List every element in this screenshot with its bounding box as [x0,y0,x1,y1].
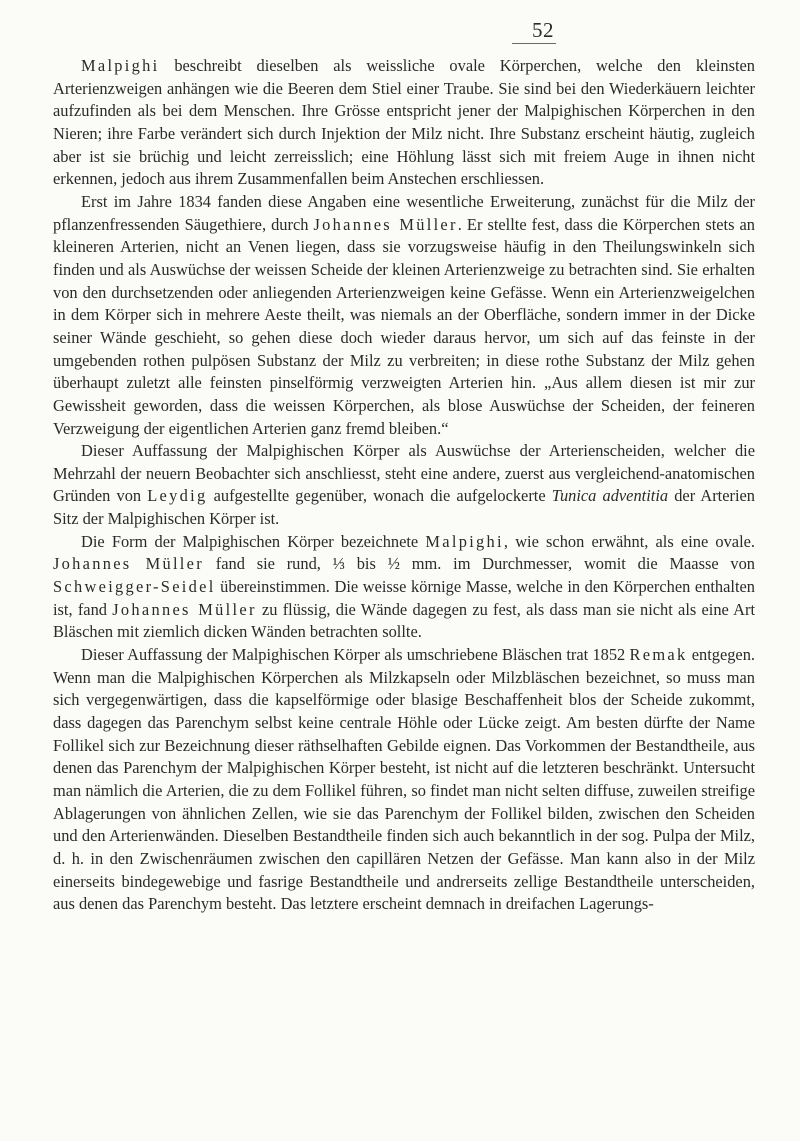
author-name: Malpighi [425,531,504,551]
text-run: entgegen. Wenn man die Malpighischen Körperchen als Milzkapseln oder Milzbläschen bezeichnet, so muss man sich vergegenwärtigen, dass die kapselförmige oder blasige Beschaffenheit blos der Scheide zukommt, dass dagegen das Parenchym selbst keine centrale Höhle oder Lücke zeigt. Am besten dürfte der Name Follikel sich zur Bezeichnung dieser räthselhaften Gebilde eignen. Das Vorkommen der Bestandtheile, aus denen das Parenchym der Malpighischen Körper besteht, ist nicht auf die letzteren beschränkt. Untersucht man nämlich die Arterien, die zu dem Follikel führen, so findet man nicht selten diffuse, zuweilen streifige Ablagerungen von ähnlichen Zellen, wie sie das Parenchym der Follikel bilden, zwischen den Scheiden und den Arterienwänden. Dieselben Bestandtheile finden sich auch bekanntlich in der sog. Pulpa der Milz, d. h. in den Zwischenräumen zwischen den capillären Netzen der Gefässe. Man kann also in der Milz einerseits bindegewebige und fasrige Bestandtheile und andrerseits zellige Bestandtheile unterscheiden, aus denen das Parenchym besteht. Das letztere erscheint demnach in dreifachen Lagerungs- [53,645,755,914]
text-run: zu flüssig, die Wände dagegen zu fest, als dass man sie nicht als eine Art Bläschen mit ziemlich dicken Wänden betrachten sollte. [53,599,756,642]
paragraph-2 [53,191,755,440]
text-run: Dieser Auffassung der Malpighischen Körper als Auswüchse der Arterienscheiden, welcher die Mehrzahl der neuern Beobachter sich anschliesst, steht eine andere, zuerst aus vergleichend-anatomischen Gründen von [53,441,755,506]
paragraph-1 [53,55,755,191]
author-name: Malpighi [81,56,160,75]
page-number: 52 [532,18,554,42]
italic-term: Tunica adventitia [551,486,669,506]
paragraph-3 [53,440,755,531]
author-name: Schweigger-Seidel [53,577,216,597]
author-name: Johannes Müller [313,214,458,234]
text-run: übereinstimmen. Die weisse körnige Masse, welche in den Körperchen enthalten ist, fand [53,577,755,619]
text-run: Die Form der Malpighischen Körper bezeichnete [81,531,426,551]
author-name: Leydig [147,486,208,506]
author-name: Johannes Müller [112,599,257,619]
paragraph-4 [53,531,755,644]
author-name: Remak [629,645,688,665]
text-run: Erst im Jahre 1834 fanden diese Angaben eine wesentliche Erweiterung, zunächst für die Milz der pflanzenfressenden Säugethiere, durch [53,191,755,234]
text-run: Dieser Auffassung der Malpighischen Körper als umschriebene Bläschen trat 1852 [81,645,630,665]
text-run: aufgestellte gegenüber, wonach die aufgelockerte [207,486,552,506]
body-text [53,55,755,916]
text-run: der Arterien Sitz der Malpighischen Körper ist. [53,486,755,529]
text-run: , wie schon erwähnt, als eine ovale. [503,531,755,551]
paragraph-5 [53,644,755,916]
text-run: fand sie rund, ⅓ bis ½ mm. im Durchmesser, womit die Maasse von [204,554,755,574]
author-name: Johannes Müller [53,554,204,574]
page-number-rule [512,43,556,44]
text-run: beschreibt dieselben als weissliche ovale Körperchen, welche den kleinsten Arterienzweigen anhängen wie die Beeren dem Stiel einer Traube. Sie sind bei den Wiederkäuern leichter aufzufinden als bei dem Menschen. Ihre Grösse entspricht jener der Malpighischen Körperchen in den Nieren; ihre Farbe verändert sich durch Injektion der Milz nicht. Ihre Substanz erscheint häutig, zugleich aber ist sie brüchig und leicht zerreisslich; eine Höhlung lässt sich mit freiem Auge in ihnen nicht erkennen, jedoch aus ihrem Zusammenfallen beim Anstechen erschliessen. [53,56,755,189]
text-run: . Er stellte fest, dass die Körperchen stets an kleineren Arterien, nicht an Venen liegen, dass sie vorzugsweise häufig in den Theilungswinkeln sich finden und als Auswüchse der weissen Scheide der kleinen Arterienzweige zu betrachten sind. Sie erhalten von den durchsetzenden oder anliegenden Arterienzweigen keine Gefässe. Wenn ein Arterienzweigelchen in dem Körper sich in mehrere Aeste theilt, was niemals an der Oberfläche, sondern immer in der Dicke seiner Wände geschieht, so gehen diese doch wieder daraus hervor, um sich auf das feinste in der umgebenden rothen pulpösen Substanz der Milz zu verbreiten; in diese rothe Substanz der Milz gehen überhaupt zuletzt alle feinsten pinselförmig verzweigten Arterien hin. „Aus allem diesen ist mir zur Gewissheit geworden, dass die weissen Körperchen, als blose Auswüchse der Scheiden, der feineren Verzweigung der eigentlichen Arterien ganz fremd bleiben.“ [53,214,755,438]
